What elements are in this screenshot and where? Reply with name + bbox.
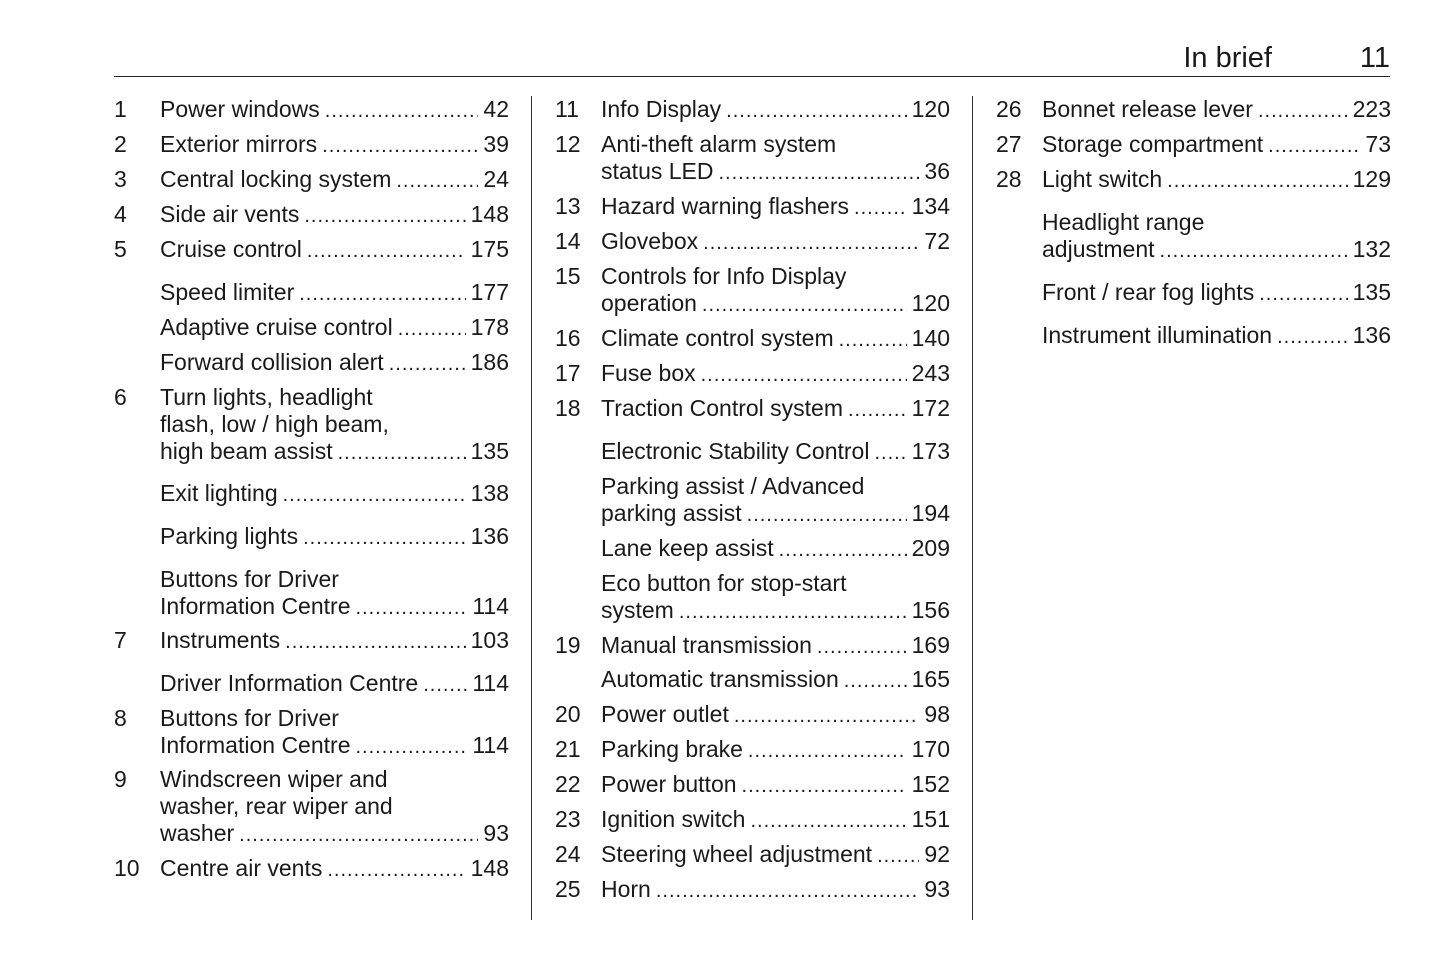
entry-page-ref[interactable]: 103 bbox=[470, 627, 509, 653]
entry-number: 9 bbox=[114, 766, 127, 792]
column-divider bbox=[531, 96, 532, 920]
entry-label: Bonnet release lever bbox=[1042, 96, 1253, 122]
index-entry[interactable] bbox=[555, 570, 950, 626]
entry-label: Lane keep assist bbox=[601, 535, 774, 561]
entry-text-line: Turn lights, headlight bbox=[160, 384, 373, 410]
entry-label: Centre air vents bbox=[160, 855, 323, 881]
entry-page-ref[interactable]: 114 bbox=[472, 593, 509, 619]
entry-label: Hazard warning flashers bbox=[601, 193, 850, 219]
entry-label: Steering wheel adjustment bbox=[601, 841, 873, 867]
index-entry[interactable] bbox=[114, 314, 509, 343]
dot-leader bbox=[702, 292, 907, 319]
entry-label: Light switch bbox=[1042, 166, 1163, 192]
entry-label: Storage compartment bbox=[1042, 131, 1264, 157]
dot-leader bbox=[299, 281, 465, 308]
index-entry[interactable] bbox=[114, 627, 509, 656]
entry-label: Power outlet bbox=[601, 701, 729, 727]
dot-leader bbox=[355, 595, 467, 622]
entry-label: Power windows bbox=[160, 96, 320, 122]
entry-label: Parking lights bbox=[160, 523, 299, 549]
entry-page-ref[interactable]: 177 bbox=[470, 279, 509, 305]
entry-page-ref[interactable]: 93 bbox=[483, 820, 509, 846]
dot-leader bbox=[748, 738, 907, 765]
entry-page-ref[interactable]: 114 bbox=[472, 670, 509, 696]
index-entry[interactable] bbox=[996, 322, 1391, 351]
entry-label: Speed limiter bbox=[160, 279, 295, 305]
dot-leader bbox=[719, 160, 920, 187]
entry-number: 1 bbox=[114, 96, 127, 122]
entry-page-ref[interactable]: 114 bbox=[472, 732, 509, 758]
dot-leader bbox=[239, 822, 478, 849]
entry-number: 22 bbox=[555, 771, 581, 797]
entry-number: 17 bbox=[555, 360, 581, 386]
dot-leader bbox=[726, 98, 906, 125]
entry-label: operation bbox=[601, 290, 697, 316]
entry-page-ref[interactable]: 173 bbox=[911, 438, 950, 464]
entry-label: Information Centre bbox=[160, 593, 351, 619]
dot-leader bbox=[396, 168, 478, 195]
entry-page-ref[interactable]: 243 bbox=[911, 360, 950, 386]
index-entry[interactable] bbox=[555, 395, 950, 424]
entry-page-ref[interactable]: 170 bbox=[911, 736, 950, 762]
dot-leader bbox=[874, 440, 906, 467]
entry-page-ref[interactable]: 42 bbox=[483, 96, 509, 122]
entry-label: Fuse box bbox=[601, 360, 696, 386]
entry-number: 4 bbox=[114, 201, 127, 227]
dot-leader bbox=[747, 502, 907, 529]
entry-text-line: Parking assist / Advanced bbox=[601, 473, 865, 499]
dot-leader bbox=[854, 195, 907, 222]
entry-label: Instruments bbox=[160, 627, 281, 653]
entry-label: Climate control system bbox=[601, 325, 834, 351]
entry-page-ref[interactable]: 98 bbox=[924, 701, 950, 727]
entry-page-ref[interactable]: 132 bbox=[1352, 236, 1391, 262]
entry-page-ref[interactable]: 148 bbox=[470, 201, 509, 227]
entry-page-ref[interactable]: 156 bbox=[911, 597, 950, 623]
dot-leader bbox=[1160, 238, 1348, 265]
entry-label: Automatic transmission bbox=[601, 666, 839, 692]
entry-number: 3 bbox=[114, 166, 127, 192]
entry-page-ref[interactable]: 36 bbox=[924, 158, 950, 184]
column-divider bbox=[972, 96, 973, 920]
index-entry[interactable] bbox=[114, 349, 509, 378]
entry-page-ref[interactable]: 223 bbox=[1352, 96, 1391, 122]
entry-number: 19 bbox=[555, 632, 581, 658]
dot-leader bbox=[327, 857, 465, 884]
dot-leader bbox=[703, 230, 919, 257]
index-entry[interactable] bbox=[114, 766, 509, 849]
index-entry[interactable] bbox=[555, 701, 950, 730]
dot-leader bbox=[355, 734, 467, 761]
entry-label: adjustment bbox=[1042, 236, 1155, 262]
dot-leader bbox=[338, 440, 466, 467]
entry-page-ref[interactable]: 93 bbox=[924, 876, 950, 902]
index-entry[interactable] bbox=[114, 96, 509, 125]
index-entry[interactable] bbox=[555, 325, 950, 354]
entry-page-ref[interactable]: 73 bbox=[1365, 131, 1391, 157]
entry-page-ref[interactable]: 209 bbox=[911, 535, 950, 561]
dot-leader bbox=[742, 773, 907, 800]
index-entry[interactable] bbox=[996, 166, 1391, 195]
entry-page-ref[interactable]: 136 bbox=[470, 523, 509, 549]
entry-number: 27 bbox=[996, 131, 1022, 157]
dot-leader bbox=[750, 808, 906, 835]
entry-number: 16 bbox=[555, 325, 581, 351]
entry-label: Parking brake bbox=[601, 736, 743, 762]
entry-text-line: Controls for Info Display bbox=[601, 263, 847, 289]
entry-text-line: flash, low / high beam, bbox=[160, 411, 389, 437]
entry-number: 6 bbox=[114, 384, 127, 410]
entry-page-ref[interactable]: 165 bbox=[911, 666, 950, 692]
entry-label: Cruise control bbox=[160, 236, 302, 262]
entry-label: Horn bbox=[601, 876, 651, 902]
dot-leader bbox=[285, 629, 465, 656]
index-entry[interactable] bbox=[555, 876, 950, 905]
entry-page-ref[interactable]: 129 bbox=[1352, 166, 1391, 192]
entry-number: 18 bbox=[555, 395, 581, 421]
entry-label: Glovebox bbox=[601, 228, 699, 254]
index-entry[interactable] bbox=[555, 841, 950, 870]
index-entry[interactable] bbox=[114, 855, 509, 884]
page-header bbox=[114, 40, 1390, 77]
index-entry[interactable] bbox=[555, 96, 950, 125]
entry-label: Exit lighting bbox=[160, 480, 278, 506]
dot-leader bbox=[423, 672, 467, 699]
dot-leader bbox=[817, 634, 907, 661]
entry-label: Front / rear fog lights bbox=[1042, 279, 1255, 305]
index-entry[interactable] bbox=[114, 670, 509, 699]
entry-label: Side air vents bbox=[160, 201, 300, 227]
entry-page-ref[interactable]: 24 bbox=[483, 166, 509, 192]
dot-leader bbox=[844, 668, 907, 695]
entry-text-line: washer, rear wiper and bbox=[160, 793, 393, 819]
entry-text-line: Windscreen wiper and bbox=[160, 766, 388, 792]
index-entry[interactable] bbox=[114, 236, 509, 265]
entry-text-line: Headlight range bbox=[1042, 209, 1205, 235]
index-entry[interactable] bbox=[114, 480, 509, 509]
index-entry[interactable] bbox=[114, 384, 509, 467]
index-entry[interactable] bbox=[555, 131, 950, 187]
entry-page-ref[interactable]: 186 bbox=[470, 349, 509, 375]
entry-page-ref[interactable]: 136 bbox=[1352, 322, 1391, 348]
index-entry[interactable] bbox=[996, 96, 1391, 125]
entry-label: Adaptive cruise control bbox=[160, 314, 393, 340]
dot-leader bbox=[679, 599, 907, 626]
entry-label: Info Display bbox=[601, 96, 722, 122]
index-entry[interactable] bbox=[114, 201, 509, 230]
index-entry[interactable] bbox=[555, 193, 950, 222]
entry-number: 11 bbox=[555, 96, 579, 122]
entry-number: 13 bbox=[555, 193, 581, 219]
index-entry[interactable] bbox=[555, 806, 950, 835]
index-entry[interactable] bbox=[555, 632, 950, 661]
dot-leader bbox=[848, 397, 907, 424]
index-entry[interactable] bbox=[114, 566, 509, 622]
entry-label: parking assist bbox=[601, 500, 742, 526]
entry-page-ref[interactable]: 135 bbox=[470, 438, 509, 464]
dot-leader bbox=[389, 351, 466, 378]
dot-leader bbox=[1167, 168, 1347, 195]
entry-label: Exterior mirrors bbox=[160, 131, 318, 157]
entry-page-ref[interactable]: 120 bbox=[911, 290, 950, 316]
entry-page-ref[interactable]: 135 bbox=[1352, 279, 1391, 305]
entry-number: 2 bbox=[114, 131, 127, 157]
entry-number: 26 bbox=[996, 96, 1022, 122]
entry-number: 15 bbox=[555, 263, 581, 289]
entry-page-ref[interactable]: 151 bbox=[911, 806, 950, 832]
dot-leader bbox=[734, 703, 920, 730]
dot-leader bbox=[307, 238, 466, 265]
index-entry[interactable] bbox=[114, 705, 509, 761]
index-entry[interactable] bbox=[996, 209, 1391, 265]
dot-leader bbox=[877, 843, 919, 870]
entry-number: 10 bbox=[114, 855, 140, 881]
index-entry[interactable] bbox=[555, 360, 950, 389]
entry-page-ref[interactable]: 138 bbox=[470, 480, 509, 506]
index-entry[interactable] bbox=[555, 473, 950, 529]
entry-page-ref[interactable]: 148 bbox=[470, 855, 509, 881]
entry-page-ref[interactable]: 172 bbox=[911, 395, 950, 421]
entry-text-line: Buttons for Driver bbox=[160, 566, 339, 592]
entry-page-ref[interactable]: 194 bbox=[911, 500, 950, 526]
entry-label: Power button bbox=[601, 771, 737, 797]
entry-number: 12 bbox=[555, 131, 581, 157]
entry-page-ref[interactable]: 39 bbox=[483, 131, 509, 157]
dot-leader bbox=[779, 537, 907, 564]
entry-page-ref[interactable]: 72 bbox=[924, 228, 950, 254]
entry-text-line: Buttons for Driver bbox=[160, 705, 339, 731]
dot-leader bbox=[398, 316, 466, 343]
entry-number: 5 bbox=[114, 236, 127, 262]
entry-page-ref[interactable]: 169 bbox=[911, 632, 950, 658]
dot-leader bbox=[1259, 281, 1347, 308]
index-entry[interactable] bbox=[996, 279, 1391, 308]
entry-page-ref[interactable]: 92 bbox=[924, 841, 950, 867]
entry-text-line: Eco button for stop-start bbox=[601, 570, 847, 596]
entry-label: Instrument illumination bbox=[1042, 322, 1273, 348]
dot-leader bbox=[1268, 133, 1360, 160]
dot-leader bbox=[656, 878, 920, 905]
entry-label: Information Centre bbox=[160, 732, 351, 758]
entry-label: Central locking system bbox=[160, 166, 392, 192]
entry-number: 21 bbox=[555, 736, 581, 762]
entry-number: 20 bbox=[555, 701, 581, 727]
index-entry[interactable] bbox=[114, 131, 509, 160]
dot-leader bbox=[839, 327, 907, 354]
entry-page-ref[interactable]: 140 bbox=[911, 325, 950, 351]
index-entry[interactable] bbox=[114, 166, 509, 195]
index-entry[interactable] bbox=[555, 438, 950, 467]
dot-leader bbox=[283, 482, 466, 509]
index-entry[interactable] bbox=[555, 736, 950, 765]
dot-leader bbox=[1277, 324, 1348, 351]
entry-number: 28 bbox=[996, 166, 1022, 192]
entry-number: 8 bbox=[114, 705, 127, 731]
entry-page-ref[interactable]: 178 bbox=[470, 314, 509, 340]
entry-label: Manual transmission bbox=[601, 632, 812, 658]
entry-label: high beam assist bbox=[160, 438, 333, 464]
index-entry[interactable] bbox=[555, 535, 950, 564]
entry-number: 24 bbox=[555, 841, 581, 867]
dot-leader bbox=[325, 98, 479, 125]
entry-label: washer bbox=[160, 820, 235, 846]
dot-leader bbox=[701, 362, 907, 389]
index-entry[interactable] bbox=[555, 771, 950, 800]
entry-page-ref[interactable]: 134 bbox=[911, 193, 950, 219]
entry-label: Ignition switch bbox=[601, 806, 746, 832]
index-entry[interactable] bbox=[114, 279, 509, 308]
entry-label: Traction Control system bbox=[601, 395, 843, 421]
entry-page-ref[interactable]: 152 bbox=[911, 771, 950, 797]
entry-number: 23 bbox=[555, 806, 581, 832]
entry-page-ref[interactable]: 120 bbox=[911, 96, 950, 122]
entry-label: system bbox=[601, 597, 674, 623]
entry-number: 25 bbox=[555, 876, 581, 902]
entry-page-ref[interactable]: 175 bbox=[470, 236, 509, 262]
index-entry[interactable] bbox=[555, 228, 950, 257]
index-entry[interactable] bbox=[555, 666, 950, 695]
dot-leader bbox=[1258, 98, 1348, 125]
entry-label: Driver Information Centre bbox=[160, 670, 419, 696]
index-entry[interactable] bbox=[555, 263, 950, 319]
entry-label: Forward collision alert bbox=[160, 349, 384, 375]
index-entry[interactable] bbox=[114, 523, 509, 552]
entry-number: 7 bbox=[114, 627, 127, 653]
entry-label: status LED bbox=[601, 158, 714, 184]
dot-leader bbox=[322, 133, 478, 160]
dot-leader bbox=[304, 203, 465, 230]
section-title: In brief bbox=[1183, 42, 1272, 74]
index-entry[interactable] bbox=[996, 131, 1391, 160]
entry-number: 14 bbox=[555, 228, 581, 254]
entry-text-line: Anti-theft alarm system bbox=[601, 131, 837, 157]
dot-leader bbox=[303, 525, 466, 552]
page-number: 11 bbox=[1359, 42, 1390, 74]
entry-label: Electronic Stability Control bbox=[601, 438, 870, 464]
